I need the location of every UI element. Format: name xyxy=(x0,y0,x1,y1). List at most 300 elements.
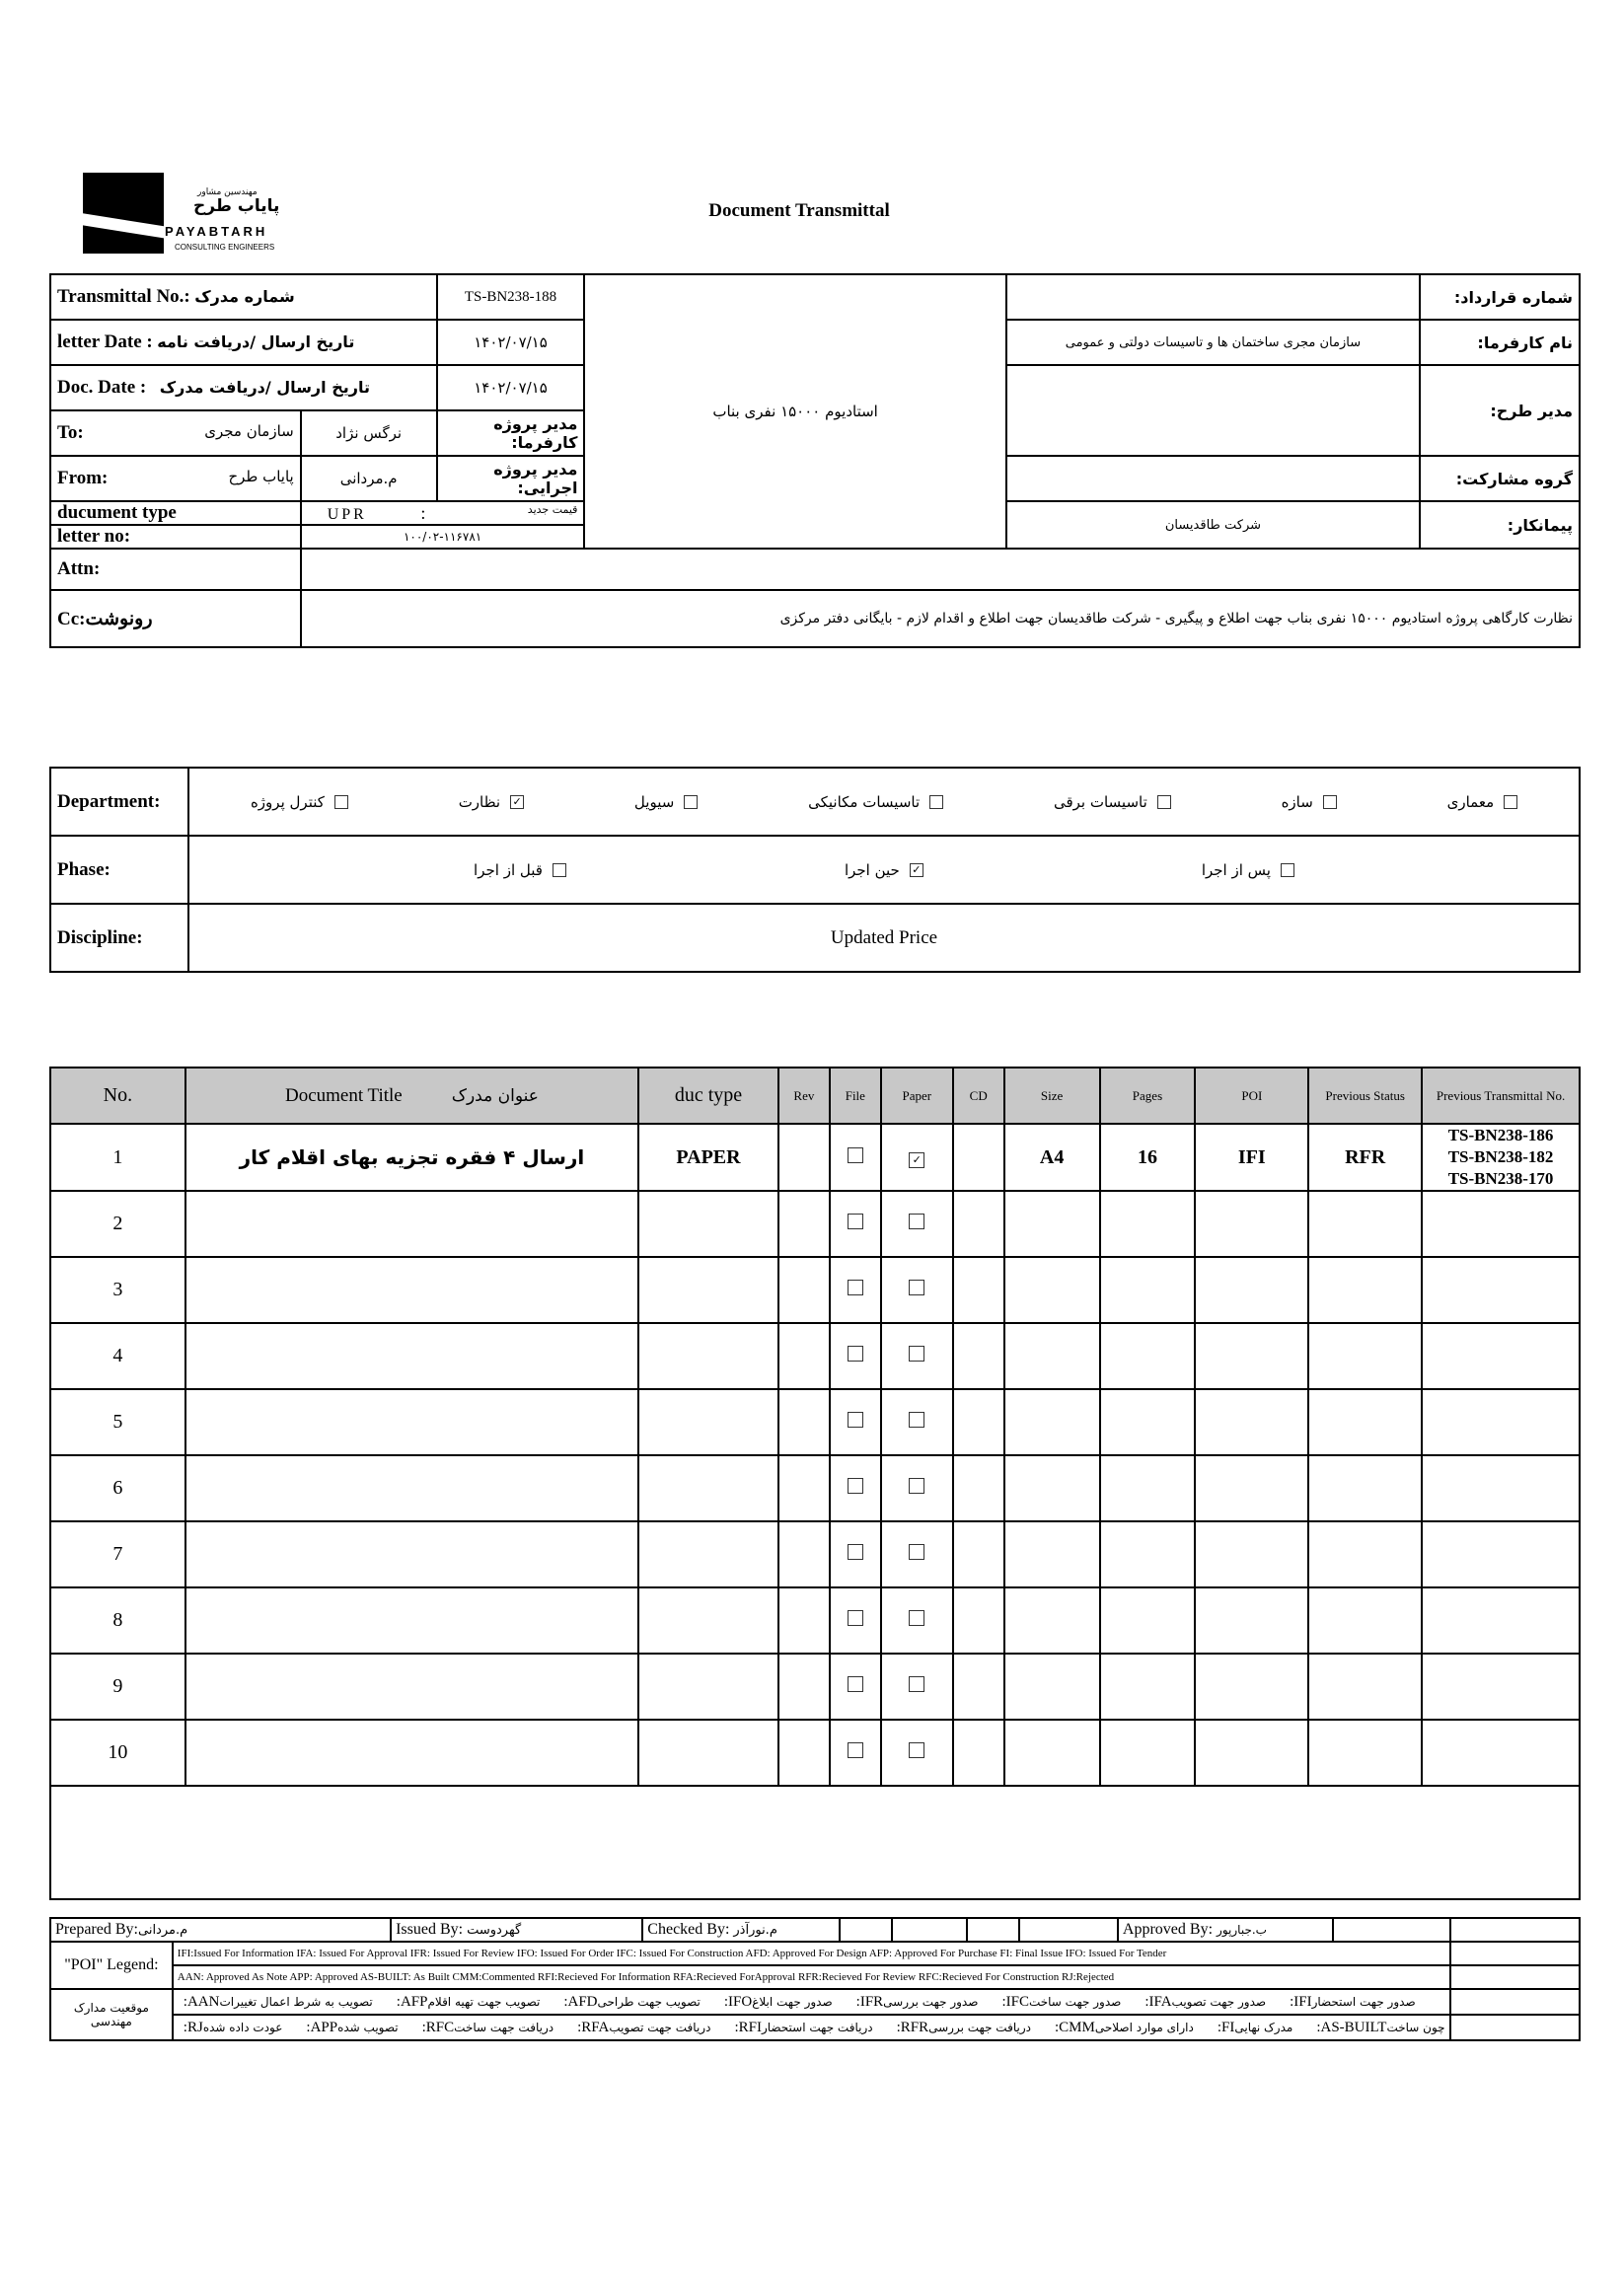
department-options xyxy=(188,768,1580,836)
row-title xyxy=(185,1323,638,1389)
checkbox-icon[interactable] xyxy=(848,1280,863,1295)
row-pages xyxy=(1100,1257,1196,1323)
letter-date-value: ۱۴۰۲/۰۷/۱۵ xyxy=(437,320,585,365)
row-rev xyxy=(778,1191,830,1257)
status-code-item xyxy=(850,1994,979,2011)
discipline-label: Discipline: xyxy=(50,904,188,972)
blank-cell xyxy=(50,1786,1580,1899)
discipline-value: Updated Price xyxy=(188,904,1580,972)
phase-option[interactable] xyxy=(1202,861,1294,879)
status-code-item xyxy=(1284,1994,1416,2011)
exec-pm-name: م.مردانی xyxy=(301,456,437,501)
plan-manager-value xyxy=(1006,365,1420,456)
document-row xyxy=(50,1191,1580,1257)
letter-date-label: letter Date : تاریخ ارسال /دریافت نامه xyxy=(50,320,437,365)
transmittal-no-label: Transmittal No.: شماره مدرک xyxy=(50,274,437,320)
department-option-label: تاسیسات مکانیکی xyxy=(808,792,921,811)
poi-legend-line-2: AAN: Approved As Note APP: Approved AS-BUILT: As Built CMM:Commented RFI:Recieved For Information RFA:Recieved ForApproval RFR:Recieved For Review RFC:Recieved For Construction RJ:Rejected xyxy=(173,1965,1450,1989)
status-code-desc: دریافت جهت بررسی xyxy=(928,2020,1031,2034)
row-rev xyxy=(778,1257,830,1323)
row-prev-status xyxy=(1308,1720,1422,1786)
phase-option-label: قبل از اجرا xyxy=(474,860,543,879)
department-option-label: سازه xyxy=(1281,792,1313,811)
prev-transmittal-no: TS-BN238-186 xyxy=(1447,1126,1554,1144)
status-code-item xyxy=(416,2020,554,2036)
row-doc-type xyxy=(638,1191,778,1257)
col-prev-transmittal: Previous Transmittal No. xyxy=(1422,1068,1580,1124)
row-poi xyxy=(1195,1521,1308,1587)
transmittal-no-value: TS-BN238-188 xyxy=(437,274,585,320)
row-no: 4 xyxy=(50,1323,185,1389)
checkbox-icon[interactable] xyxy=(553,863,566,877)
row-pages xyxy=(1100,1389,1196,1455)
row-cd xyxy=(953,1323,1004,1389)
row-file[interactable] xyxy=(830,1389,881,1455)
row-title xyxy=(185,1521,638,1587)
row-size xyxy=(1004,1389,1100,1455)
row-cd xyxy=(953,1587,1004,1654)
document-row xyxy=(50,1720,1580,1786)
row-rev xyxy=(778,1455,830,1521)
checkbox-icon[interactable] xyxy=(929,795,943,809)
row-no: 5 xyxy=(50,1389,185,1455)
row-paper[interactable] xyxy=(881,1323,953,1389)
row-cd xyxy=(953,1654,1004,1720)
row-title xyxy=(185,1257,638,1323)
row-poi xyxy=(1195,1654,1308,1720)
row-title xyxy=(185,1720,638,1786)
department-option[interactable] xyxy=(1282,793,1337,811)
document-row xyxy=(50,1124,1580,1191)
status-code-desc: تصویب به شرط اعمال تغییرات xyxy=(219,1994,373,2009)
status-code: AFD: xyxy=(563,1993,598,2010)
checkbox-icon[interactable] xyxy=(848,1412,863,1428)
checkbox-icon[interactable] xyxy=(909,1544,924,1560)
checkbox-icon[interactable] xyxy=(848,1147,863,1163)
plan-manager-label: مدیر طرح: xyxy=(1420,365,1580,456)
department-option-label: تاسیسات برقی xyxy=(1053,792,1147,811)
checkbox-icon[interactable] xyxy=(1281,863,1294,877)
table-blank-area xyxy=(50,1786,1580,1899)
checkbox-checked-icon[interactable]: ✓ xyxy=(910,863,923,877)
row-prev-transmittal xyxy=(1422,1587,1580,1654)
row-pages xyxy=(1100,1654,1196,1720)
row-cd xyxy=(953,1521,1004,1587)
checkbox-icon[interactable] xyxy=(848,1676,863,1692)
checkbox-icon[interactable] xyxy=(684,795,698,809)
status-code: IFR: xyxy=(855,1993,884,2010)
status-code-desc: مدرک نهایی xyxy=(1234,2020,1293,2034)
row-prev-status xyxy=(1308,1587,1422,1654)
row-poi xyxy=(1195,1587,1308,1654)
row-rev xyxy=(778,1323,830,1389)
status-code: RFA: xyxy=(577,2019,610,2035)
department-option[interactable] xyxy=(251,793,348,811)
status-code-item xyxy=(718,1994,833,2011)
row-poi xyxy=(1195,1323,1308,1389)
status-code-item xyxy=(178,2020,283,2036)
status-code: IFA: xyxy=(1144,1993,1172,2010)
row-prev-transmittal xyxy=(1422,1455,1580,1521)
status-code-item xyxy=(178,1994,373,2011)
sig-blank-3 xyxy=(967,1918,1020,1942)
checked-by: Checked By: م.نورآذر xyxy=(642,1918,840,1942)
partnership-label: گروه مشارکت: xyxy=(1420,456,1580,501)
sig-blank-5 xyxy=(1333,1918,1449,1942)
phase-option[interactable] xyxy=(474,861,566,879)
contract-no-value xyxy=(1006,274,1420,320)
row-prev-transmittal xyxy=(1422,1389,1580,1455)
status-code-desc: دریافت جهت استحضار xyxy=(761,2020,873,2034)
row-no: 9 xyxy=(50,1654,185,1720)
row-prev-status xyxy=(1308,1389,1422,1455)
status-code: AS-BUILT: xyxy=(1316,2019,1387,2035)
logo-stripe xyxy=(83,213,164,240)
status-code: CMM: xyxy=(1054,2019,1095,2035)
row-prev-transmittal xyxy=(1422,1124,1580,1191)
row-size xyxy=(1004,1521,1100,1587)
status-code-desc: تصویب جهت طراحی xyxy=(597,1994,701,2009)
row-no: 7 xyxy=(50,1521,185,1587)
checkbox-icon[interactable] xyxy=(848,1544,863,1560)
department-option[interactable] xyxy=(1054,793,1171,811)
legend-blank-2 xyxy=(1450,1965,1580,1989)
phase-label: Phase: xyxy=(50,836,188,904)
checkbox-icon[interactable] xyxy=(1157,795,1171,809)
row-prev-transmittal xyxy=(1422,1323,1580,1389)
logo-subtitle-fa: مهندسین مشاور xyxy=(197,187,258,197)
phase-option[interactable] xyxy=(845,861,923,879)
status-code-item xyxy=(891,2020,1031,2036)
row-no: 8 xyxy=(50,1587,185,1654)
row-pages: 16 xyxy=(1100,1124,1196,1191)
row-paper[interactable] xyxy=(881,1654,953,1720)
client-pm-label: مدیر پروژه کارفرما: xyxy=(437,410,585,456)
department-option-label: معماری xyxy=(1446,792,1495,811)
sig-blank-2 xyxy=(892,1918,966,1942)
col-prev-status: Previous Status xyxy=(1308,1068,1422,1124)
checkbox-icon[interactable] xyxy=(848,1742,863,1758)
col-file: File xyxy=(830,1068,881,1124)
documents-header-row xyxy=(50,1068,1580,1124)
row-poi xyxy=(1195,1720,1308,1786)
row-poi xyxy=(1195,1191,1308,1257)
status-code-desc: عودت داده شده xyxy=(202,2020,283,2034)
row-paper[interactable] xyxy=(881,1124,953,1191)
row-paper[interactable] xyxy=(881,1191,953,1257)
row-pages xyxy=(1100,1455,1196,1521)
row-prev-status xyxy=(1308,1191,1422,1257)
status-code-desc: صدور جهت بررسی xyxy=(883,1994,979,2009)
doc-date-label: Doc. Date : تاریخ ارسال /دریافت مدرک xyxy=(50,365,437,410)
row-file[interactable] xyxy=(830,1654,881,1720)
checkbox-icon[interactable] xyxy=(909,1280,924,1295)
row-file[interactable] xyxy=(830,1124,881,1191)
issued-by: Issued By: گهردوست xyxy=(391,1918,642,1942)
phase-option-label: پس از اجرا xyxy=(1201,860,1271,879)
doc-date-value: ۱۴۰۲/۰۷/۱۵ xyxy=(437,365,585,410)
row-prev-transmittal xyxy=(1422,1720,1580,1786)
checkbox-icon[interactable] xyxy=(1504,795,1517,809)
row-size xyxy=(1004,1257,1100,1323)
col-no: No. xyxy=(50,1068,185,1124)
status-code-item xyxy=(996,1994,1121,2011)
cc-value: نظارت کارگاهی پروژه استادیوم ۱۵۰۰۰ نفری بناب جهت اطلاع و پیگیری - شرکت طاقدیسان جهت اطلاع و اقدام لازم - بایگانی دفتر مرکزی xyxy=(301,590,1580,647)
status-code: IFO: xyxy=(723,1993,753,2010)
row-cd xyxy=(953,1191,1004,1257)
department-option-label: سیویل xyxy=(633,792,675,811)
row-no: 10 xyxy=(50,1720,185,1786)
status-code-desc: صدور جهت ساخت xyxy=(1028,1994,1122,2009)
checkbox-icon[interactable] xyxy=(909,1478,924,1494)
eng-status-line-1 xyxy=(173,1989,1450,2015)
row-file[interactable] xyxy=(830,1455,881,1521)
status-code-item xyxy=(1310,2020,1444,2036)
client-value: سازمان مجری ساختمان ها و تاسیسات دولتی و عمومی xyxy=(1006,320,1420,365)
documents-table xyxy=(49,1067,1581,1900)
row-doc-type xyxy=(638,1389,778,1455)
col-title: Document Title عنوان مدرک xyxy=(185,1068,638,1124)
department-option-label: نظارت xyxy=(458,792,501,811)
col-cd: CD xyxy=(953,1068,1004,1124)
status-blank-2 xyxy=(1450,2015,1580,2040)
document-title: Document Transmittal xyxy=(708,200,890,221)
col-rev: Rev xyxy=(778,1068,830,1124)
row-rev xyxy=(778,1587,830,1654)
department-option-label: کنترل پروژه xyxy=(250,792,325,811)
row-no: 3 xyxy=(50,1257,185,1323)
legend-blank-1 xyxy=(1450,1942,1580,1965)
col-size: Size xyxy=(1004,1068,1100,1124)
status-code: FI: xyxy=(1217,2019,1235,2035)
status-code: RFI: xyxy=(734,2019,762,2035)
prev-transmittal-no: TS-BN238-170 xyxy=(1447,1169,1554,1188)
status-code-item xyxy=(391,1994,541,2011)
row-title xyxy=(185,1389,638,1455)
row-poi xyxy=(1195,1389,1308,1455)
document-row xyxy=(50,1654,1580,1720)
client-pm-name: نرگس نژاد xyxy=(301,410,437,456)
checkbox-icon[interactable] xyxy=(848,1610,863,1626)
row-prev-status xyxy=(1308,1654,1422,1720)
to-field: To: سازمان مجری xyxy=(50,410,301,456)
checkbox-icon[interactable] xyxy=(848,1214,863,1229)
sig-blank-6 xyxy=(1450,1918,1580,1942)
checkbox-icon[interactable] xyxy=(848,1478,863,1494)
signatures-legend-table xyxy=(49,1917,1581,2041)
poi-legend-line-1: IFI:Issued For Information IFA: Issued For Approval IFR: Issued For Review IFO: Issued For Order IFC: Issued For Construction AFD: Approved For Design AFP: Approved For Purchase FI: Final Issue IFO: Issued For Tender xyxy=(173,1942,1450,1965)
status-code: IFC: xyxy=(1001,1993,1029,2010)
row-prev-transmittal xyxy=(1422,1191,1580,1257)
row-size xyxy=(1004,1587,1100,1654)
checkbox-checked-icon[interactable]: ✓ xyxy=(510,795,524,809)
col-paper: Paper xyxy=(881,1068,953,1124)
row-file[interactable] xyxy=(830,1587,881,1654)
row-cd xyxy=(953,1455,1004,1521)
status-code: AFP: xyxy=(396,1993,428,2010)
status-code: IFI: xyxy=(1290,1993,1312,2010)
row-pages xyxy=(1100,1191,1196,1257)
col-doc-type: duc type xyxy=(638,1068,778,1124)
row-paper[interactable] xyxy=(881,1587,953,1654)
row-pages xyxy=(1100,1720,1196,1786)
checkbox-icon[interactable] xyxy=(909,1214,924,1229)
document-row xyxy=(50,1323,1580,1389)
row-file[interactable] xyxy=(830,1191,881,1257)
status-code-item xyxy=(300,2020,398,2036)
logo-name-fa: پایاب طرح xyxy=(193,196,280,216)
row-file[interactable] xyxy=(830,1257,881,1323)
poi-legend-label: "POI" Legend: xyxy=(50,1942,173,1989)
row-no: 6 xyxy=(50,1455,185,1521)
status-code: APP: xyxy=(306,2019,338,2035)
row-paper[interactable] xyxy=(881,1521,953,1587)
status-code-desc: دریافت جهت ساخت xyxy=(454,2020,554,2034)
document-row xyxy=(50,1521,1580,1587)
from-field: From: پایاب طرح xyxy=(50,456,301,501)
status-code-item xyxy=(557,1994,701,2011)
status-code: RFR: xyxy=(896,2019,929,2035)
attn-value xyxy=(301,549,1580,590)
row-doc-type xyxy=(638,1521,778,1587)
department-option[interactable] xyxy=(459,793,524,811)
status-code: RFC: xyxy=(421,2019,455,2035)
row-title xyxy=(185,1455,638,1521)
sig-blank-4 xyxy=(1019,1918,1118,1942)
row-doc-type xyxy=(638,1323,778,1389)
prev-transmittal-no: TS-BN238-182 xyxy=(1447,1147,1554,1166)
checkbox-icon[interactable] xyxy=(848,1346,863,1362)
row-prev-status xyxy=(1308,1521,1422,1587)
logo-name-en: PAYABTARH xyxy=(165,224,268,239)
status-blank-1 xyxy=(1450,1989,1580,2015)
status-code-desc: صدور جهت تصویب xyxy=(1171,1994,1267,2009)
row-paper[interactable] xyxy=(881,1720,953,1786)
status-code: RJ: xyxy=(183,2019,203,2035)
contract-no-label: شماره قرارداد: xyxy=(1420,274,1580,320)
cc-label: Cc:رونوشت xyxy=(50,590,301,647)
col-pages: Pages xyxy=(1100,1068,1196,1124)
department-label: Department: xyxy=(50,768,188,836)
status-code-desc: چون ساخت xyxy=(1386,2020,1445,2034)
partnership-value xyxy=(1006,456,1420,501)
checkbox-icon[interactable] xyxy=(909,1412,924,1428)
department-option[interactable] xyxy=(634,793,698,811)
contractor-label: پیمانکار: xyxy=(1420,501,1580,549)
row-prev-status xyxy=(1308,1323,1422,1389)
classification-table xyxy=(49,767,1581,973)
row-pages xyxy=(1100,1521,1196,1587)
row-file[interactable] xyxy=(830,1323,881,1389)
approved-by: Approved By: ب.جبارپور xyxy=(1118,1918,1333,1942)
document-type-value: UPR : قیمت جدید xyxy=(301,501,585,525)
row-size xyxy=(1004,1323,1100,1389)
row-title xyxy=(185,1191,638,1257)
row-cd xyxy=(953,1257,1004,1323)
department-option[interactable] xyxy=(808,793,943,811)
checkbox-icon[interactable] xyxy=(909,1742,924,1758)
contractor-value: شرکت طاقدیسان xyxy=(1006,501,1420,549)
row-pages xyxy=(1100,1587,1196,1654)
status-code-desc: دریافت جهت تصویب xyxy=(609,2020,711,2034)
row-size xyxy=(1004,1455,1100,1521)
checkbox-icon[interactable] xyxy=(909,1610,924,1626)
row-cd xyxy=(953,1720,1004,1786)
row-size xyxy=(1004,1654,1100,1720)
row-rev xyxy=(778,1124,830,1191)
row-prev-status xyxy=(1308,1455,1422,1521)
row-doc-type xyxy=(638,1587,778,1654)
row-poi: IFI xyxy=(1195,1124,1308,1191)
eng-status-line-2 xyxy=(173,2015,1450,2040)
row-prev-status: RFR xyxy=(1308,1124,1422,1191)
status-code-desc: صدور جهت استحضار xyxy=(1311,1994,1416,2009)
row-doc-type xyxy=(638,1257,778,1323)
row-rev xyxy=(778,1654,830,1720)
row-file[interactable] xyxy=(830,1720,881,1786)
document-row xyxy=(50,1455,1580,1521)
checkbox-icon[interactable] xyxy=(909,1346,924,1362)
checkbox-icon[interactable] xyxy=(909,1676,924,1692)
letter-no-value: ۱۰۰/۰۲-۱۱۶۷۸۱ xyxy=(301,525,585,549)
letter-no-label: letter no: xyxy=(50,525,301,549)
phase-options xyxy=(188,836,1580,904)
document-row xyxy=(50,1587,1580,1654)
transmittal-header-table xyxy=(49,273,1581,648)
row-no: 1 xyxy=(50,1124,185,1191)
row-cd xyxy=(953,1124,1004,1191)
row-title xyxy=(185,1587,638,1654)
checkbox-checked-icon[interactable]: ✓ xyxy=(909,1152,924,1168)
row-rev xyxy=(778,1521,830,1587)
company-logo-mark xyxy=(83,173,164,254)
row-poi xyxy=(1195,1257,1308,1323)
status-code-item xyxy=(1139,1994,1266,2011)
department-option[interactable] xyxy=(1447,793,1518,811)
status-code-item xyxy=(571,2020,710,2036)
row-prev-transmittal xyxy=(1422,1654,1580,1720)
client-label: نام کارفرما: xyxy=(1420,320,1580,365)
row-doc-type: PAPER xyxy=(638,1124,778,1191)
row-doc-type xyxy=(638,1720,778,1786)
checkbox-icon[interactable] xyxy=(1323,795,1337,809)
row-paper[interactable] xyxy=(881,1389,953,1455)
row-doc-type xyxy=(638,1455,778,1521)
row-file[interactable] xyxy=(830,1521,881,1587)
checkbox-icon[interactable] xyxy=(334,795,348,809)
row-pages xyxy=(1100,1323,1196,1389)
row-doc-type xyxy=(638,1654,778,1720)
status-code: AAN: xyxy=(183,1993,220,2010)
prepared-by: Prepared By:م.مردانی xyxy=(50,1918,391,1942)
status-code-item xyxy=(1212,2020,1292,2036)
eng-status-label: موقعیت مدارک مهندسی xyxy=(50,1989,173,2040)
row-size xyxy=(1004,1720,1100,1786)
status-code-desc: تصویب جهت تهیه اقلام xyxy=(427,1994,541,2009)
row-paper[interactable] xyxy=(881,1257,953,1323)
attn-label: Attn: xyxy=(50,549,301,590)
row-prev-transmittal xyxy=(1422,1521,1580,1587)
row-size: A4 xyxy=(1004,1124,1100,1191)
logo-subtitle-en: CONSULTING ENGINEERS xyxy=(175,243,275,252)
row-size xyxy=(1004,1191,1100,1257)
row-cd xyxy=(953,1389,1004,1455)
row-title: ارسال ۴ فقره تجزیه بهای اقلام کار xyxy=(185,1124,638,1191)
phase-option-label: حین اجرا xyxy=(844,860,900,879)
status-code-item xyxy=(728,2020,872,2036)
row-title xyxy=(185,1654,638,1720)
row-paper[interactable] xyxy=(881,1455,953,1521)
